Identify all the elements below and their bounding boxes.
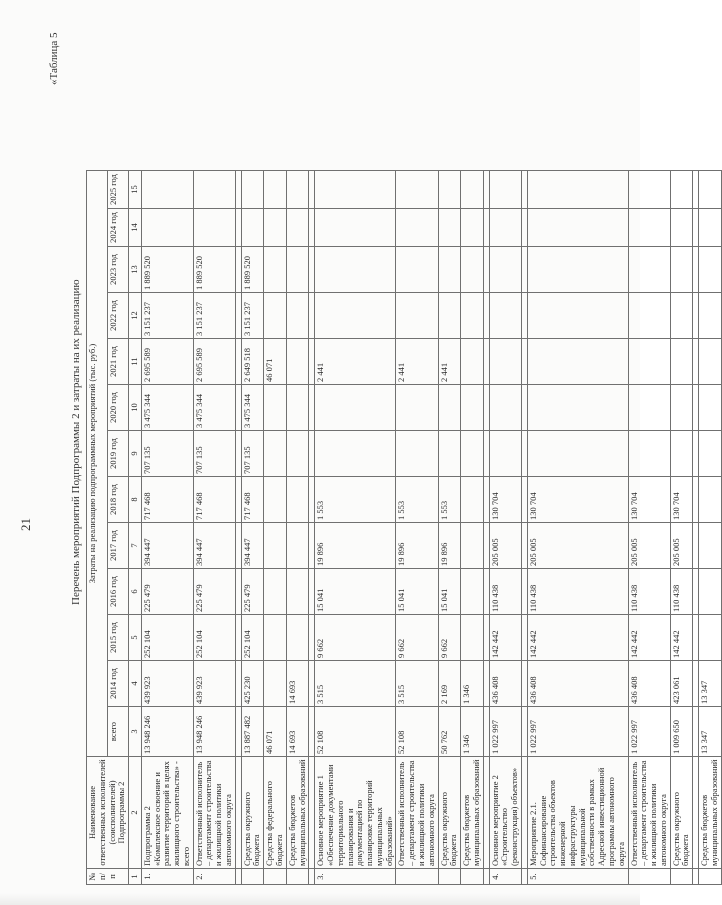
row-value: 1 009 650 [670,707,693,757]
row-value: 707 135 [141,431,193,477]
row-value [670,247,693,293]
row-value: 14 693 [286,661,309,707]
column-index: 1 [129,869,142,885]
row-value [264,477,287,523]
row-value [438,247,461,293]
row-value [527,431,628,477]
row-name: Средства окружного бюджета [241,757,264,869]
row-number: 4. [489,869,521,885]
row-value [461,431,484,477]
row-value [699,171,722,209]
row-value: 205 005 [628,523,670,569]
row-value: 1 553 [315,477,396,523]
row-value [264,171,287,209]
column-index-row [129,171,142,885]
row-value [438,385,461,431]
row-value [489,293,521,339]
row-value: 1 889 520 [241,247,264,293]
header-year: 2014 год [108,661,129,707]
row-value: 1 889 520 [193,247,235,293]
row-value: 13 948 246 [141,707,193,757]
row-value: 19 896 [315,523,396,569]
row-value: 15 041 [438,569,461,615]
row-value: 2 649 518 [241,339,264,385]
column-index: 5 [129,615,142,661]
row-value [286,209,309,247]
row-value: 130 704 [527,477,628,523]
row-value [438,209,461,247]
table-row [286,171,309,885]
row-number [241,869,264,885]
row-value [699,247,722,293]
row-value [699,523,722,569]
row-name: Основное мероприятие 2 «Строительство (реконструкция) объектов» [489,757,521,869]
table-row [489,171,521,885]
row-value: 13 887 482 [241,707,264,757]
row-value [315,247,396,293]
row-value [315,293,396,339]
row-value [461,569,484,615]
row-value [264,569,287,615]
row-value: 13 347 [699,661,722,707]
row-value [396,247,438,293]
row-value: 46 071 [264,707,287,757]
row-value [461,385,484,431]
row-value: 252 104 [193,615,235,661]
row-value: 3 475 344 [241,385,264,431]
row-value: 13 347 [699,707,722,757]
row-value: 110 438 [670,569,693,615]
page-number: 21 [18,518,33,531]
row-number [628,869,670,885]
row-value: 9 662 [396,615,438,661]
row-value [699,569,722,615]
row-value [461,209,484,247]
row-value: 130 704 [489,477,521,523]
row-value: 225 479 [193,569,235,615]
row-name: Подпрограмма 2 «Комплексное освоение и развитие территорий в целях жилищного строительства» - всего [141,757,193,869]
header-total: всего [108,707,129,757]
row-value: 205 005 [527,523,628,569]
row-value [141,209,193,247]
row-value: 1 022 997 [628,707,670,757]
row-value [286,293,309,339]
row-value: 2 441 [396,339,438,385]
row-value [461,247,484,293]
row-value: 717 468 [193,477,235,523]
header-year: 2018 год [108,477,129,523]
row-value [628,385,670,431]
row-value: 436 408 [628,661,670,707]
column-index: 15 [129,171,142,209]
column-index: 7 [129,523,142,569]
row-value [461,523,484,569]
row-value: 46 071 [264,339,287,385]
row-value [141,171,193,209]
row-value [264,247,287,293]
header-costs: Затраты на реализацию подпрограммных мероприятий (тыс. руб.) [87,171,108,757]
column-index: 3 [129,707,142,757]
row-value [699,477,722,523]
row-value: 436 408 [489,661,521,707]
row-value [286,385,309,431]
row-name: Средства федерального бюджета [264,757,287,869]
row-value [264,385,287,431]
table-row [141,171,193,885]
row-value [396,431,438,477]
row-value [286,171,309,209]
row-name: Ответственный исполнитель – департамент строительства и жилищной политики автономного округа [396,757,438,869]
row-name: Средства бюджетов муниципальных образований [699,757,722,869]
table-row [670,171,693,885]
row-value [699,431,722,477]
row-value [461,171,484,209]
row-value [241,171,264,209]
table-row [315,171,396,885]
row-value [489,209,521,247]
row-name: Средства бюджетов муниципальных образований [286,757,309,869]
row-value [699,293,722,339]
row-value [489,385,521,431]
table-row [396,171,438,885]
column-index: 8 [129,477,142,523]
row-value [264,523,287,569]
row-value [438,171,461,209]
header-num: № п/п [87,869,129,885]
row-value [286,569,309,615]
header-year: 2019 год [108,431,129,477]
row-value [438,431,461,477]
row-value: 3 515 [396,661,438,707]
row-value: 19 896 [438,523,461,569]
column-index: 10 [129,385,142,431]
row-value [461,339,484,385]
row-value: 52 108 [315,707,396,757]
header-year: 2017 год [108,523,129,569]
row-value: 3 151 237 [141,293,193,339]
row-name: Средства окружного бюджета [438,757,461,869]
row-value [628,431,670,477]
row-value [670,293,693,339]
row-value: 439 923 [193,661,235,707]
column-index: 13 [129,247,142,293]
row-value [628,339,670,385]
row-value [670,385,693,431]
header-row-1 [87,171,108,885]
row-value [699,385,722,431]
row-value: 142 442 [527,615,628,661]
row-name: Мероприятие 2.1. Софинансирование строительства объектов инженерной инфраструктуры муниципальной собственности в рамках Адресной инвестиционной программы автономного округа [527,757,628,869]
header-name: Наименование ответственных исполнителей (соисполнителей) Подпрограммы 2 [87,757,129,869]
row-value: 3 475 344 [193,385,235,431]
row-value: 15 041 [396,569,438,615]
header-year: 2020 год [108,385,129,431]
header-year: 2016 год [108,569,129,615]
row-value: 1 346 [461,661,484,707]
row-value: 2 695 589 [141,339,193,385]
row-value: 14 693 [286,707,309,757]
table-row [438,171,461,885]
header-year: 2025 год [108,171,129,209]
row-value [670,431,693,477]
row-value: 439 923 [141,661,193,707]
expenditure-table [86,170,722,885]
row-value: 50 762 [438,707,461,757]
row-value [461,615,484,661]
row-value: 1 553 [438,477,461,523]
table-row [699,171,722,885]
row-value: 423 061 [670,661,693,707]
row-number: 2. [193,869,235,885]
row-value: 130 704 [628,477,670,523]
row-value: 3 151 237 [193,293,235,339]
row-value: 717 468 [241,477,264,523]
row-number: 5. [527,869,628,885]
row-value [461,293,484,339]
row-value: 9 662 [315,615,396,661]
row-value [438,293,461,339]
row-value [193,209,235,247]
row-value [315,431,396,477]
row-value: 205 005 [670,523,693,569]
row-value [699,339,722,385]
row-value: 142 442 [670,615,693,661]
row-name: Средства бюджетов муниципальных образований [461,757,484,869]
row-value: 110 438 [628,569,670,615]
header-year: 2021 год [108,339,129,385]
column-index: 6 [129,569,142,615]
table-row [241,171,264,885]
row-number [438,869,461,885]
table-row [264,171,287,885]
column-index: 12 [129,293,142,339]
row-value [193,171,235,209]
column-index: 14 [129,209,142,247]
row-value: 110 438 [527,569,628,615]
row-value: 13 948 246 [193,707,235,757]
row-value: 225 479 [141,569,193,615]
row-value [527,209,628,247]
scan-edge [0,893,640,905]
row-value: 15 041 [315,569,396,615]
row-value [489,339,521,385]
row-number [670,869,693,885]
row-value [286,431,309,477]
row-value: 394 447 [193,523,235,569]
row-value [264,661,287,707]
row-value [527,171,628,209]
row-number [264,869,287,885]
row-value: 225 479 [241,569,264,615]
column-index: 9 [129,431,142,477]
row-value [628,209,670,247]
row-value: 19 896 [396,523,438,569]
row-value: 9 662 [438,615,461,661]
header-year: 2024 год [108,209,129,247]
column-index: 4 [129,661,142,707]
row-value [396,209,438,247]
table-row [193,171,235,885]
row-value [286,615,309,661]
row-value [489,171,521,209]
row-value [315,171,396,209]
row-name: Ответственный исполнитель – департамент строительства и жилищной политики автономного округа [193,757,235,869]
row-value [527,293,628,339]
row-value: 2 695 589 [193,339,235,385]
row-value [670,209,693,247]
row-value: 142 442 [489,615,521,661]
row-value [286,247,309,293]
row-value: 2 441 [438,339,461,385]
header-year: 2023 год [108,247,129,293]
row-number: 1. [141,869,193,885]
row-value [286,477,309,523]
row-value [315,385,396,431]
row-value: 2 441 [315,339,396,385]
row-name: Средства окружного бюджета [670,757,693,869]
row-value: 394 447 [241,523,264,569]
row-value: 130 704 [670,477,693,523]
row-value: 394 447 [141,523,193,569]
row-value [699,615,722,661]
row-value [628,171,670,209]
row-value: 1 022 997 [527,707,628,757]
row-number [396,869,438,885]
row-name: Ответственный исполнитель – департамент строительства и жилищной политики автономного округа [628,757,670,869]
row-value [264,615,287,661]
row-value: 425 230 [241,661,264,707]
row-value: 3 515 [315,661,396,707]
row-value [241,209,264,247]
row-value [670,339,693,385]
row-value: 3 475 344 [141,385,193,431]
row-value: 1 553 [396,477,438,523]
row-value [396,293,438,339]
row-name: Основное мероприятие 1 «Обеспечение документами территориального планирования и документацией по планировке территорий муниципальных образований» [315,757,396,869]
row-value [527,385,628,431]
row-value: 717 468 [141,477,193,523]
table-row [628,171,670,885]
row-value: 2 169 [438,661,461,707]
row-value: 205 005 [489,523,521,569]
row-value: 52 108 [396,707,438,757]
row-value [286,523,309,569]
row-value: 1 889 520 [141,247,193,293]
row-value: 252 104 [141,615,193,661]
row-value [699,209,722,247]
row-value [489,431,521,477]
row-value: 252 104 [241,615,264,661]
table-number: «Таблица 5 [48,32,60,85]
row-value [461,477,484,523]
row-value [264,209,287,247]
row-value [264,431,287,477]
row-value [670,171,693,209]
column-index: 2 [129,757,142,869]
row-number [286,869,309,885]
row-value: 436 408 [527,661,628,707]
row-value: 142 442 [628,615,670,661]
row-value: 707 135 [193,431,235,477]
row-value [527,247,628,293]
header-year: 2015 год [108,615,129,661]
row-value: 3 151 237 [241,293,264,339]
row-value: 1 346 [461,707,484,757]
row-value [315,209,396,247]
row-value [527,339,628,385]
table-title: Перечень мероприятий Подпрограммы 2 и затраты на их реализацию [70,279,82,605]
row-value [628,247,670,293]
row-value [286,339,309,385]
row-value: 110 438 [489,569,521,615]
row-value: 707 135 [241,431,264,477]
column-index: 11 [129,339,142,385]
row-value [396,385,438,431]
row-value [264,293,287,339]
header-year: 2022 год [108,293,129,339]
row-value [628,293,670,339]
row-number [699,869,722,885]
row-number: 3. [315,869,396,885]
table-row [461,171,484,885]
row-number [461,869,484,885]
row-value: 1 022 997 [489,707,521,757]
table-row [527,171,628,885]
row-value [396,171,438,209]
row-value [489,247,521,293]
